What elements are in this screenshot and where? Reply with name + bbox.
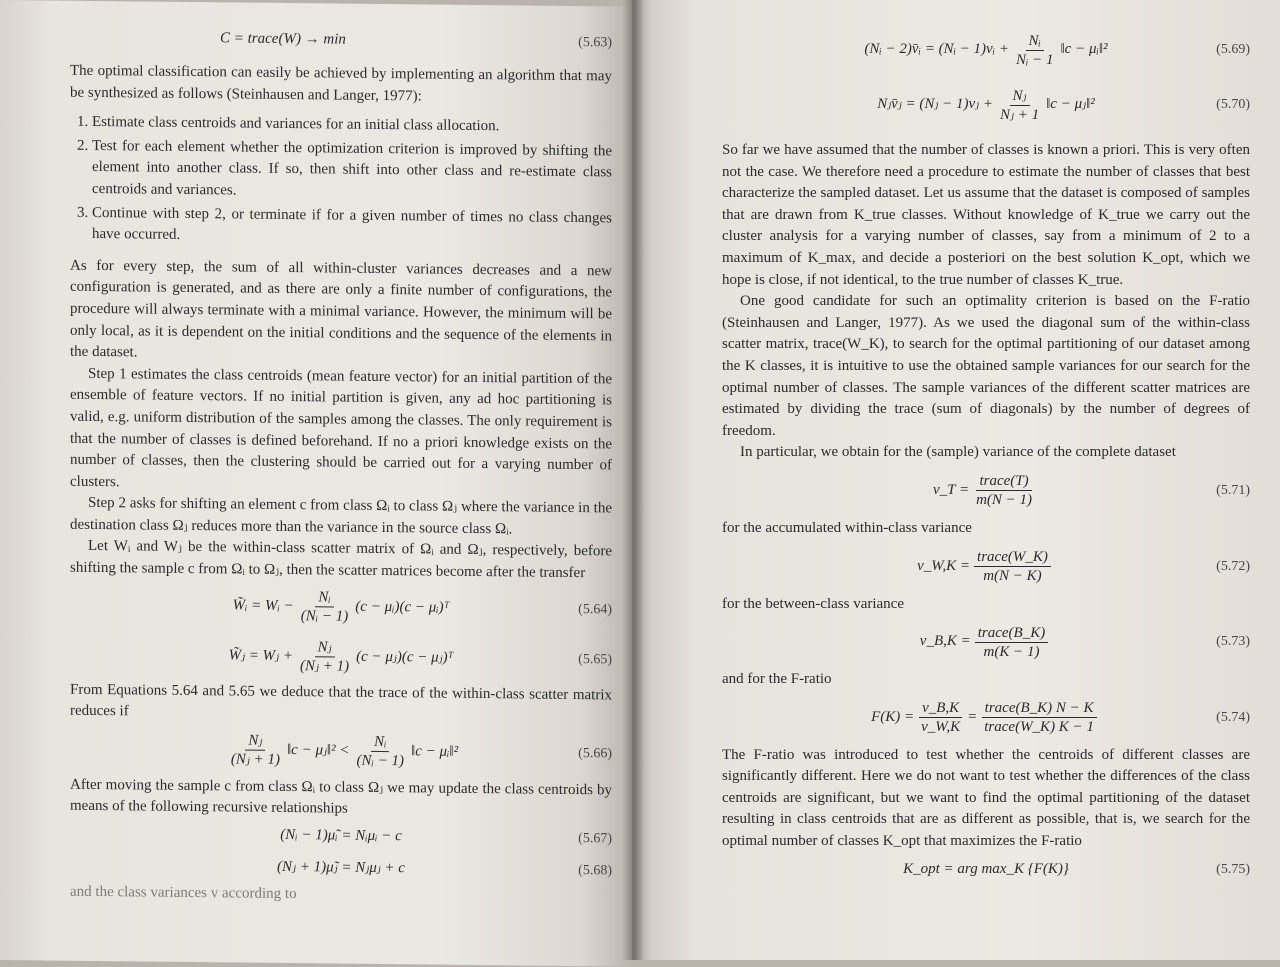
equation-5-70-lhs: Nⱼv̄ⱼ = (Nⱼ − 1)vⱼ + — [877, 96, 993, 113]
equation-5-68-number: (5.68) — [578, 863, 612, 879]
equation-5-65-rhs: (c − μⱼ)(c − μⱼ)ᵀ — [356, 648, 454, 666]
equation-5-73-numerator: trace(B_K) — [975, 624, 1048, 643]
equation-5-70-number: (5.70) — [1216, 97, 1250, 113]
paragraph-intro: The optimal classification can easily be achieved by implementing an algorithm that may be synthesized as follows (Steinhausen and Langer, 1977): — [70, 62, 612, 105]
equation-5-72-fraction — [974, 548, 1051, 585]
paragraph-one-good: One good candidate for such an optimality criterion is based on the F-ratio (Steinhausen and Langer, 1977). As we used the diagonal sum of the within-class scatter matrix, trace(W_K), to search for the optimal partitioning of our dataset among the K classes, it is intuitive to use the obtained sample variances for our search for the optimal number of classes. The sample variances of the different scatter matrices are estimated by dividing the trace (sum of diagonals) by the number of degrees of freedom. — [722, 293, 1250, 439]
equation-5-67-expr: (Nᵢ − 1)μ̃ᵢ = Nᵢμᵢ − c — [280, 827, 402, 845]
equation-5-63-number: (5.63) — [578, 35, 612, 51]
paragraph-f-ratio-intro: The F-ratio was introduced to test whether the centroids of different classes are significantly different. Here we do not want to test whether the differences of the class centroids are significant, but we want to find the optimal partitioning of the dataset resulting in class centroids that are as different as possible, that is, we search for the optimal number of classes K_opt that maximizes the F-ratio — [722, 746, 1250, 850]
algorithm-step-1: 1. Estimate class centroids and variances for an initial class allocation. — [92, 112, 612, 139]
algorithm-step-2: 2. Test for each element whether the optimization criterion is improved by shifting the element into another class. If so, then shift into other class and re-estimate class centroids and variances. — [92, 136, 612, 206]
equation-5-66-rhs: ‖c − μᵢ‖² — [411, 743, 459, 760]
left-page — [0, 0, 632, 967]
paragraph-in-particular: In particular, we obtain for the (sample) variance of the complete dataset — [740, 444, 1176, 461]
paragraph-every-step: As for every step, the sum of all within-cluster variances decreases and a new configuration is generated, and as there are only a finite number of configurations, the procedure will always terminate with a minimal variance. However, the minimum will be only local, as it is dependent on the initial conditions and the sequence of the elements in the dataset. — [70, 257, 612, 361]
equation-5-74-denominator-2: trace(W_K) K − 1 — [984, 719, 1094, 736]
equation-5-70-numerator: Nⱼ — [1010, 87, 1030, 106]
equation-5-72 — [722, 540, 1250, 594]
equation-5-70-rhs: ‖c − μⱼ‖² — [1046, 96, 1095, 113]
algorithm-step-3: 3. Continue with step 2, or terminate if for a given number of times no class changes have occurred. — [92, 203, 612, 252]
paragraph-class-variances: and the class variances v according to — [70, 883, 297, 903]
equation-5-74-numerator-2: trace(B_K) N − K — [982, 699, 1097, 718]
equation-5-71-fraction — [973, 472, 1035, 509]
paragraph-step-2: Step 2 asks for shifting an element c from class Ωᵢ to class Ωⱼ where the variance in the destination class Ωⱼ reduces more than the variance in the source class Ωᵢ. — [70, 495, 612, 538]
algorithm-steps — [70, 112, 612, 251]
equation-5-74-numerator-1: v_B,K — [919, 699, 962, 718]
equation-5-64-number: (5.64) — [578, 601, 612, 618]
equation-5-65 — [70, 629, 612, 685]
equation-5-71-denominator: m(N − 1) — [976, 492, 1033, 509]
right-page-content — [722, 24, 1250, 887]
equation-5-74 — [722, 691, 1250, 745]
equation-5-66-denominator-1: (Nⱼ + 1) — [230, 751, 280, 769]
equation-5-63-expr: C = trace(W) → min — [220, 30, 346, 48]
equation-5-67-number: (5.67) — [578, 831, 612, 847]
equation-5-66-numerator-2: Nᵢ — [371, 733, 389, 752]
equation-5-65-number: (5.65) — [578, 651, 612, 668]
equation-5-74-number: (5.74) — [1216, 709, 1250, 725]
equation-5-75-expr: K_opt = arg max_K {F(K)} — [903, 860, 1069, 877]
equation-5-64-fraction — [298, 588, 352, 626]
equation-5-66 — [70, 723, 612, 781]
equation-5-72-denominator: m(N − K) — [983, 568, 1042, 584]
equation-5-73 — [722, 615, 1250, 669]
equation-5-70-fraction — [997, 87, 1042, 124]
equation-5-66-numerator-1: Nⱼ — [245, 732, 265, 751]
equation-5-65-fraction — [297, 638, 352, 676]
equation-5-68 — [70, 850, 612, 888]
equation-5-68-expr: (Nⱼ + 1)μ̃ⱼ = Nⱼμⱼ + c — [277, 859, 405, 877]
paragraph-step-1: Step 1 estimates the class centroids (mean feature vector) for an initial partition of the ensemble of feature vectors. If no initial partition is given, any ad hoc partitioning is valid, e.g. uniform distribution of the samples among the classes. The only requirement is that the number of classes is defined beforehand. If no a priori knowledge exists on the number of classes, then the clustering should be carried out for a varying number of clusters. — [70, 365, 612, 490]
equation-5-63 — [70, 25, 612, 57]
equation-5-71-lhs: v_T = — [932, 482, 970, 499]
equation-5-66-fraction-1 — [228, 732, 283, 770]
paragraph-f-ratio: and for the F-ratio — [722, 671, 832, 688]
equation-5-69-denominator: Nᵢ − 1 — [1015, 51, 1054, 68]
equation-5-69-rhs: ‖c − μᵢ‖² — [1060, 41, 1108, 58]
equation-5-71-numerator: trace(T) — [976, 472, 1031, 491]
equation-5-64-lhs: W̃ᵢ = Wᵢ − — [232, 597, 294, 614]
equation-5-66-number: (5.66) — [578, 746, 612, 762]
equation-5-65-lhs: W̃ⱼ = Wⱼ + — [228, 647, 293, 664]
equation-5-71-number: (5.71) — [1216, 483, 1250, 499]
equation-5-69-number: (5.69) — [1216, 42, 1250, 58]
paragraph-accumulated: for the accumulated within-class variance — [722, 519, 972, 536]
equation-5-72-lhs: v_W,K = — [917, 557, 971, 574]
equation-5-65-numerator: Nⱼ — [315, 638, 335, 657]
equation-5-73-fraction — [975, 624, 1048, 661]
book-gutter — [622, 0, 644, 960]
equation-5-70-denominator: Nⱼ + 1 — [999, 106, 1040, 123]
equation-5-70 — [722, 76, 1250, 134]
equation-5-72-numerator: trace(W_K) — [974, 548, 1051, 567]
paragraph-after-moving: After moving the sample c from class Ωᵢ to class Ωⱼ we may update the class centroids by means of the following recursive relationships — [70, 776, 612, 818]
equation-5-64-numerator: Nᵢ — [315, 588, 333, 607]
equation-5-71 — [722, 464, 1250, 518]
equation-5-74-equals: = — [967, 708, 978, 725]
equation-5-74-fraction-1 — [918, 699, 963, 736]
equation-5-64 — [70, 579, 612, 635]
equation-5-69-fraction — [1013, 32, 1057, 69]
equation-5-74-fraction-2 — [981, 699, 1097, 736]
equation-5-75-number: (5.75) — [1216, 861, 1250, 877]
equation-5-69-lhs: (Nᵢ − 2)v̄ᵢ = (Nᵢ − 1)vᵢ + — [864, 41, 1009, 58]
equation-5-65-denominator: (Nⱼ + 1) — [300, 658, 350, 675]
equation-5-66-fraction-2 — [354, 733, 408, 771]
equation-5-74-denominator-1: v_W,K — [921, 719, 961, 736]
equation-5-66-denominator-2: (Nᵢ − 1) — [356, 753, 405, 770]
equation-5-74-lhs: F(K) = — [871, 708, 915, 725]
paragraph-so-far: So far we have assumed that the number of classes is known a priori. This is very often not the case. We therefore need a procedure to estimate the number of classes that best characterize the sampled dataset. Let us assume that the dataset is composed of samples that are drawn from K_true classes. Without knowledge of K_true we carry out the cluster analysis for a varying number of classes, say from a minimum of 2 to a maximum of K_max, and decide a posteriori on the best solution K_opt, which we hope is close, if not identical, to the true number of classes K_true. — [722, 142, 1250, 288]
equation-5-64-denominator: (Nᵢ − 1) — [300, 608, 349, 625]
equation-5-73-number: (5.73) — [1216, 634, 1250, 650]
paragraph-let: Let Wᵢ and Wⱼ be the within-class scatter matrix of Ωᵢ and Ωⱼ, respectively, before shifting the sample c from Ωᵢ to Ωⱼ, then the scatter matrices become after the transfer — [70, 538, 612, 582]
paragraph-between-class: for the between-class variance — [722, 595, 904, 612]
equation-5-64-rhs: (c − μᵢ)(c − μᵢ)ᵀ — [355, 598, 450, 616]
equation-5-73-lhs: v_B,K = — [919, 633, 971, 650]
right-page — [632, 0, 1280, 960]
equation-5-73-denominator: m(K − 1) — [983, 643, 1040, 660]
equation-5-75 — [722, 853, 1250, 887]
equation-5-69-numerator: Nᵢ — [1026, 32, 1044, 51]
equation-5-66-middle: ‖c − μⱼ‖² < — [286, 742, 350, 759]
paragraph-from-equations: From Equations 5.64 and 5.65 we deduce that the trace of the within-class scatter matrix reduces if — [70, 681, 612, 720]
left-page-content — [70, 25, 612, 909]
equation-5-72-number: (5.72) — [1216, 558, 1250, 574]
equation-5-69 — [722, 24, 1250, 76]
